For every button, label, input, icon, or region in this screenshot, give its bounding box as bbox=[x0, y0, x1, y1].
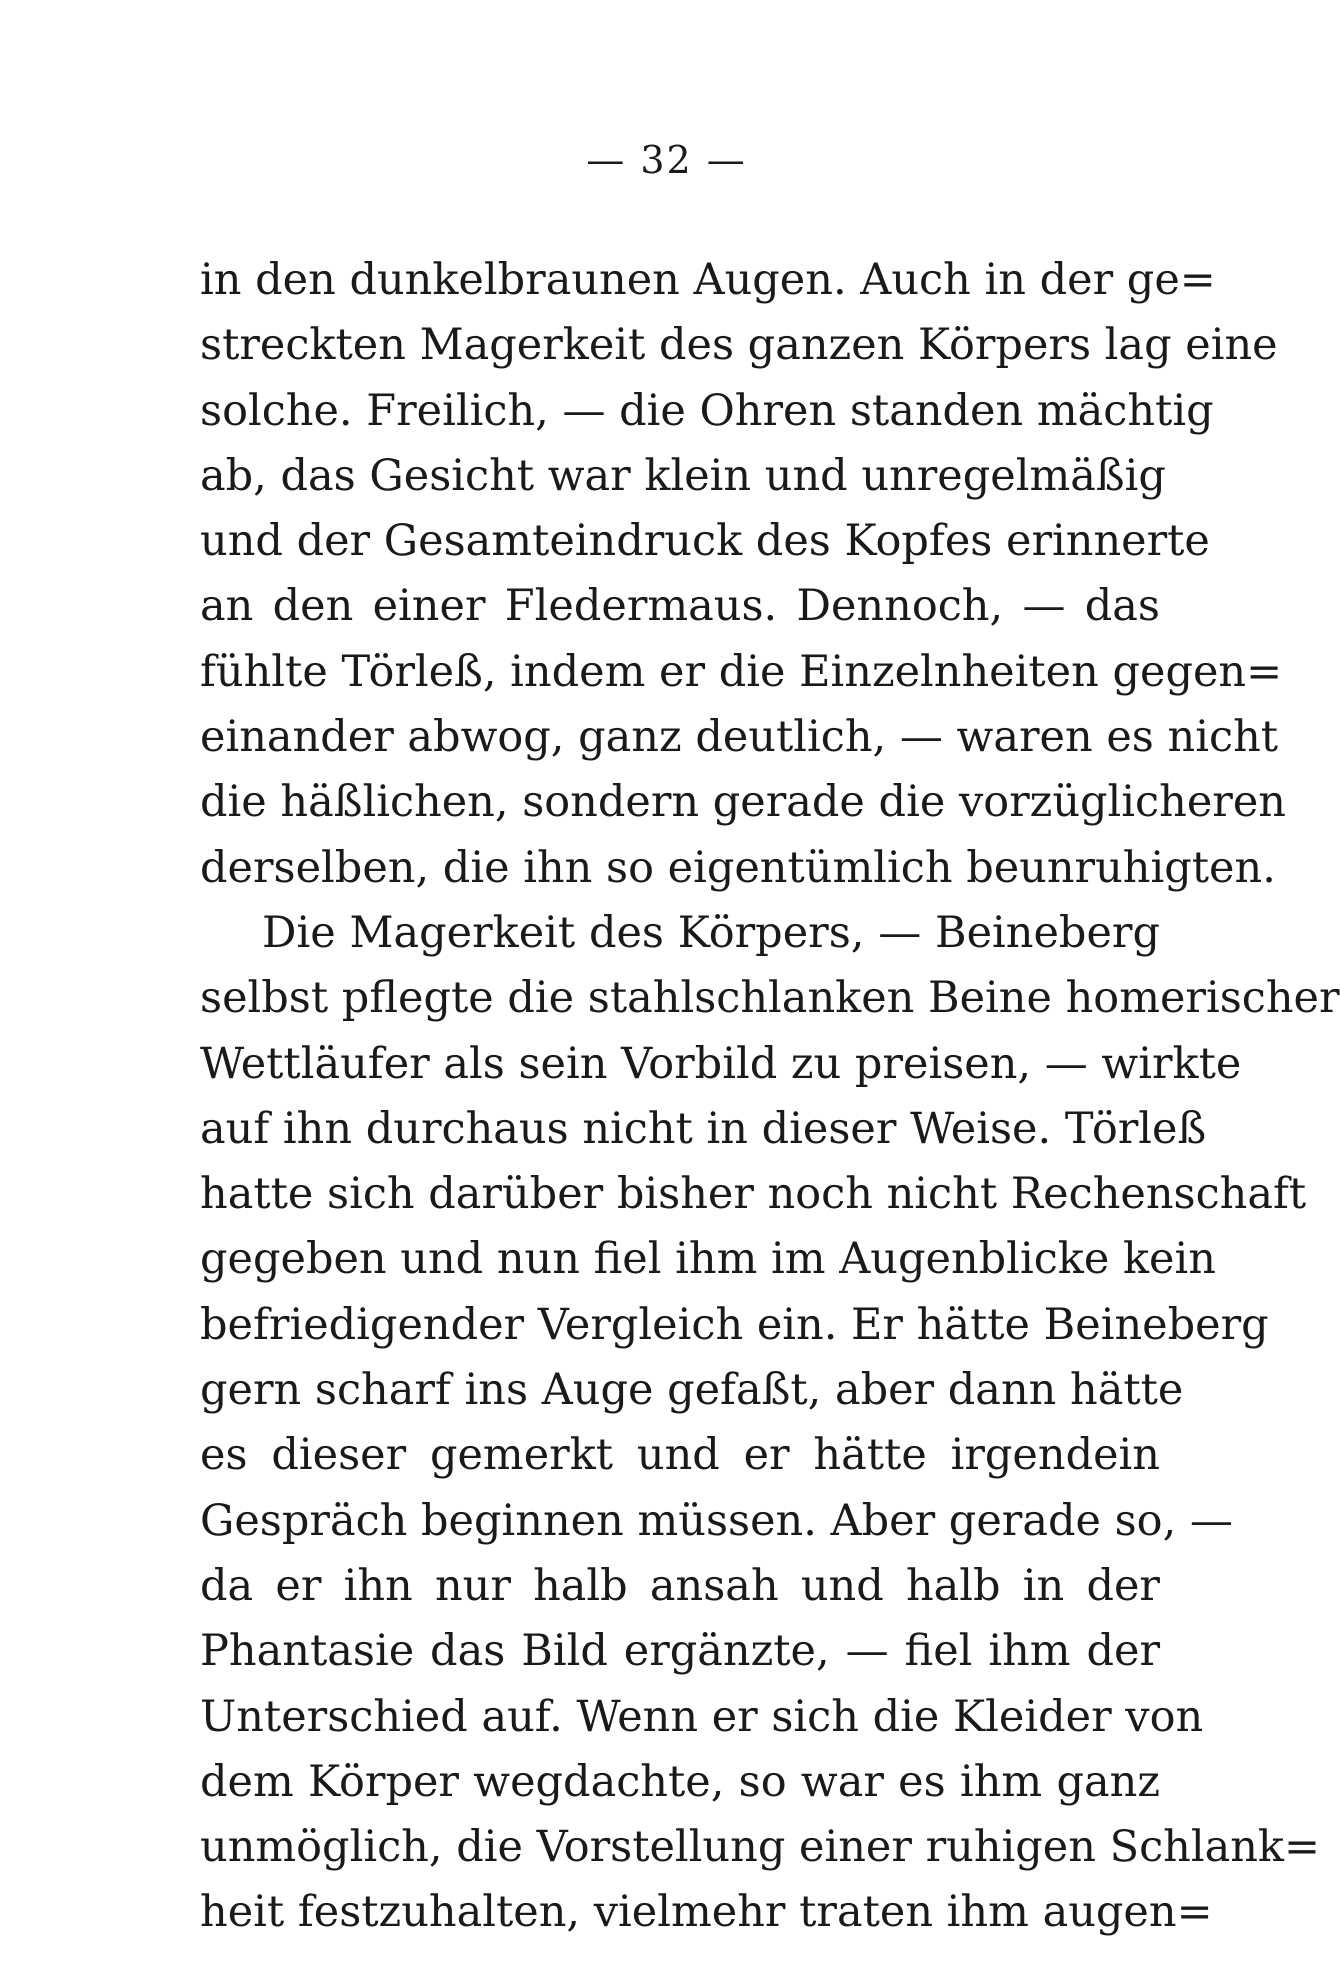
text-line: es dieser gemerkt und er hätte irgendein bbox=[200, 1430, 1160, 1481]
text-line: und der Gesamteindruck des Kopfes erinnerte bbox=[200, 516, 1210, 567]
text-line: derselben, die ihn so eigentümlich beunruhigten. bbox=[200, 842, 1276, 893]
text-line: heit festzuhalten, vielmehr traten ihm augen= bbox=[200, 1887, 1213, 1938]
text-line: selbst pflegte die stahlschlanken Beine homerischer bbox=[200, 973, 1340, 1024]
text-line: Unterschied auf. Wenn er sich die Kleider von bbox=[200, 1691, 1204, 1742]
text-line: Phantasie das Bild ergänzte, — fiel ihm der bbox=[200, 1626, 1160, 1677]
text-line: die häßlichen, sondern gerade die vorzüglicheren bbox=[200, 777, 1286, 828]
text-line: Wettläufer als sein Vorbild zu preisen, — wirkte bbox=[200, 1038, 1242, 1089]
text-line: dem Körper wegdachte, so war es ihm ganz bbox=[200, 1756, 1160, 1807]
paragraph-1 bbox=[200, 248, 1286, 901]
text-line: Gespräch beginnen müssen. Aber gerade so, — bbox=[200, 1495, 1233, 1546]
text-line: befriedigender Vergleich ein. Er hätte Beineberg bbox=[200, 1299, 1269, 1350]
paragraph-2 bbox=[200, 901, 1340, 1946]
text-line: fühlte Törleß, indem er die Einzelnheiten gegen= bbox=[200, 646, 1283, 697]
body-text bbox=[200, 248, 1340, 1946]
text-line: hatte sich darüber bisher noch nicht Rechenschaft bbox=[200, 1169, 1307, 1220]
text-line: da er ihn nur halb ansah und halb in der bbox=[200, 1560, 1160, 1611]
text-line: einander abwog, ganz deutlich, — waren es nicht bbox=[200, 712, 1279, 763]
text-line: gern scharf ins Auge gefaßt, aber dann hätte bbox=[200, 1365, 1184, 1416]
text-line: in den dunkelbraunen Augen. Auch in der ge= bbox=[200, 255, 1216, 305]
text-line: unmöglich, die Vorstellung einer ruhigen Schlank= bbox=[200, 1822, 1321, 1873]
text-line: ab, das Gesicht war klein und unregelmäßig bbox=[200, 450, 1166, 501]
text-line: gegeben und nun fiel ihm im Augenblicke kein bbox=[200, 1234, 1216, 1285]
text-line: streckten Magerkeit des ganzen Körpers lag eine bbox=[200, 320, 1278, 371]
text-line: Die Magerkeit des Körpers, — Beineberg bbox=[262, 907, 1160, 958]
text-line: solche. Freilich, — die Ohren standen mächtig bbox=[200, 385, 1214, 436]
page-number: — 32 — bbox=[586, 138, 747, 182]
text-line: an den einer Fledermaus. Dennoch, — das bbox=[200, 581, 1160, 632]
text-line: auf ihn durchaus nicht in dieser Weise. Törleß bbox=[200, 1103, 1207, 1154]
